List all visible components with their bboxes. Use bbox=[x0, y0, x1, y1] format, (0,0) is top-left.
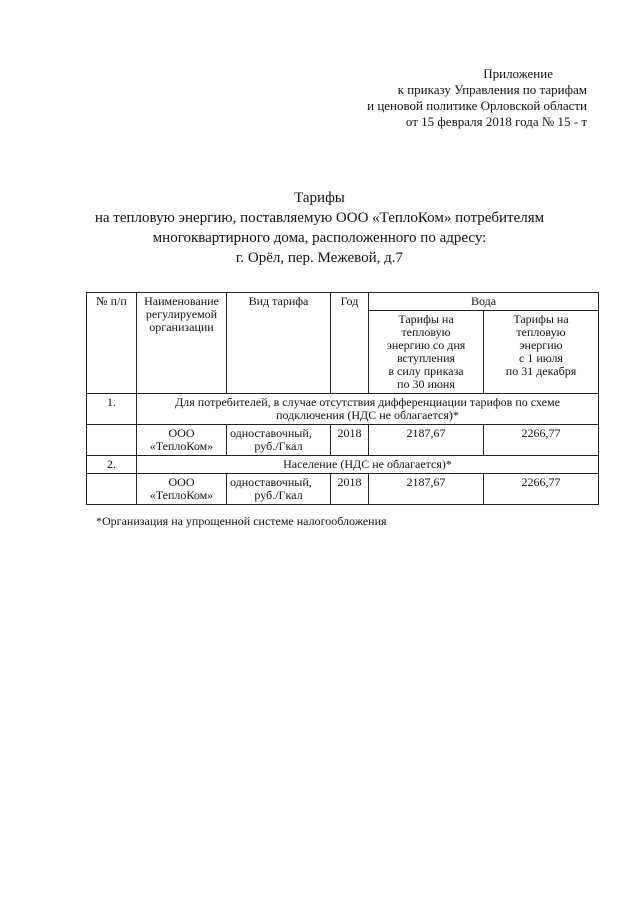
header-line: энергию bbox=[519, 338, 563, 352]
cell-line: руб./Гкал bbox=[254, 439, 303, 453]
appendix-line: Приложение bbox=[483, 66, 553, 81]
cell-year: 2018 bbox=[331, 425, 369, 456]
cell-line: «ТеплоКом» bbox=[149, 488, 214, 502]
cell-tariff-period-2: 2266,77 bbox=[484, 425, 599, 456]
header-num: № п/п bbox=[87, 293, 137, 394]
tariff-table bbox=[86, 292, 599, 505]
cell-tariff-type bbox=[227, 474, 331, 505]
title-line: Тарифы bbox=[294, 190, 345, 206]
cell-tariff-period-2: 2266,77 bbox=[484, 474, 599, 505]
appendix-line: к приказу Управления по тарифам bbox=[397, 82, 587, 97]
header-line: в силу приказа bbox=[388, 364, 464, 378]
header-line: Тарифы на bbox=[513, 312, 569, 326]
cell-line: одноставочный, bbox=[230, 426, 312, 440]
header-line: по 31 декабря bbox=[505, 364, 577, 378]
cell-line: руб./Гкал bbox=[254, 488, 303, 502]
appendix-line: от 15 февраля 2018 года № 15 - т bbox=[405, 114, 587, 129]
table-row bbox=[87, 425, 599, 456]
header-line: энергию со дня bbox=[386, 338, 466, 352]
group-title bbox=[137, 394, 599, 425]
header-water-period-2 bbox=[484, 311, 599, 394]
document-title bbox=[0, 188, 639, 268]
cell-org bbox=[137, 474, 227, 505]
group-title-row bbox=[87, 456, 599, 474]
cell-line: одноставочный, bbox=[230, 475, 312, 489]
header-water-period-1 bbox=[369, 311, 484, 394]
appendix-header bbox=[367, 66, 587, 130]
group-title-row bbox=[87, 394, 599, 425]
group-title-line: Население (НДС не облагается)* bbox=[283, 457, 452, 471]
group-title-line: Для потребителей, в случае отсутствия дифференциации тарифов по схеме bbox=[175, 395, 560, 409]
cell-tariff-period-1: 2187,67 bbox=[369, 474, 484, 505]
cell-line: «ТеплоКом» bbox=[149, 439, 214, 453]
header-line: с 1 июля bbox=[519, 351, 563, 365]
title-line: на тепловую энергию, поставляемую ООО «ТеплоКом» потребителям bbox=[94, 210, 545, 226]
header-org-line: организации bbox=[149, 320, 214, 334]
group-title bbox=[137, 456, 599, 474]
header-line: тепловую bbox=[401, 325, 451, 339]
table-row bbox=[87, 474, 599, 505]
header-tariff-type: Вид тарифа bbox=[227, 293, 331, 394]
cell-line: ООО bbox=[168, 475, 195, 489]
header-line: вступления bbox=[396, 351, 456, 365]
header-line: тепловую bbox=[516, 325, 566, 339]
cell-tariff-type bbox=[227, 425, 331, 456]
group-title-line: подключения (НДС не облагается)* bbox=[276, 408, 459, 422]
header-org-line: регулируемой bbox=[145, 307, 218, 321]
title-line: г. Орёл, пер. Межевой, д.7 bbox=[235, 250, 404, 266]
row-number-empty bbox=[87, 425, 137, 456]
group-number: 2. bbox=[87, 456, 137, 474]
cell-tariff-period-1: 2187,67 bbox=[369, 425, 484, 456]
header-year: Год bbox=[331, 293, 369, 394]
cell-org bbox=[137, 425, 227, 456]
row-number-empty bbox=[87, 474, 137, 505]
title-line: многоквартирного дома, расположенного по адресу: bbox=[152, 230, 487, 246]
group-number: 1. bbox=[87, 394, 137, 425]
cell-line: ООО bbox=[168, 426, 195, 440]
header-water: Вода bbox=[369, 293, 599, 311]
cell-year: 2018 bbox=[331, 474, 369, 505]
table-header-row bbox=[87, 293, 599, 311]
footnote: *Организация на упрощенной системе налогообложения bbox=[96, 514, 387, 528]
header-line: Тарифы на bbox=[398, 312, 454, 326]
header-line: по 30 июня bbox=[397, 377, 455, 391]
appendix-line: и ценовой политике Орловской области bbox=[367, 98, 587, 113]
header-org-line: Наименование bbox=[144, 294, 219, 308]
header-org bbox=[137, 293, 227, 394]
